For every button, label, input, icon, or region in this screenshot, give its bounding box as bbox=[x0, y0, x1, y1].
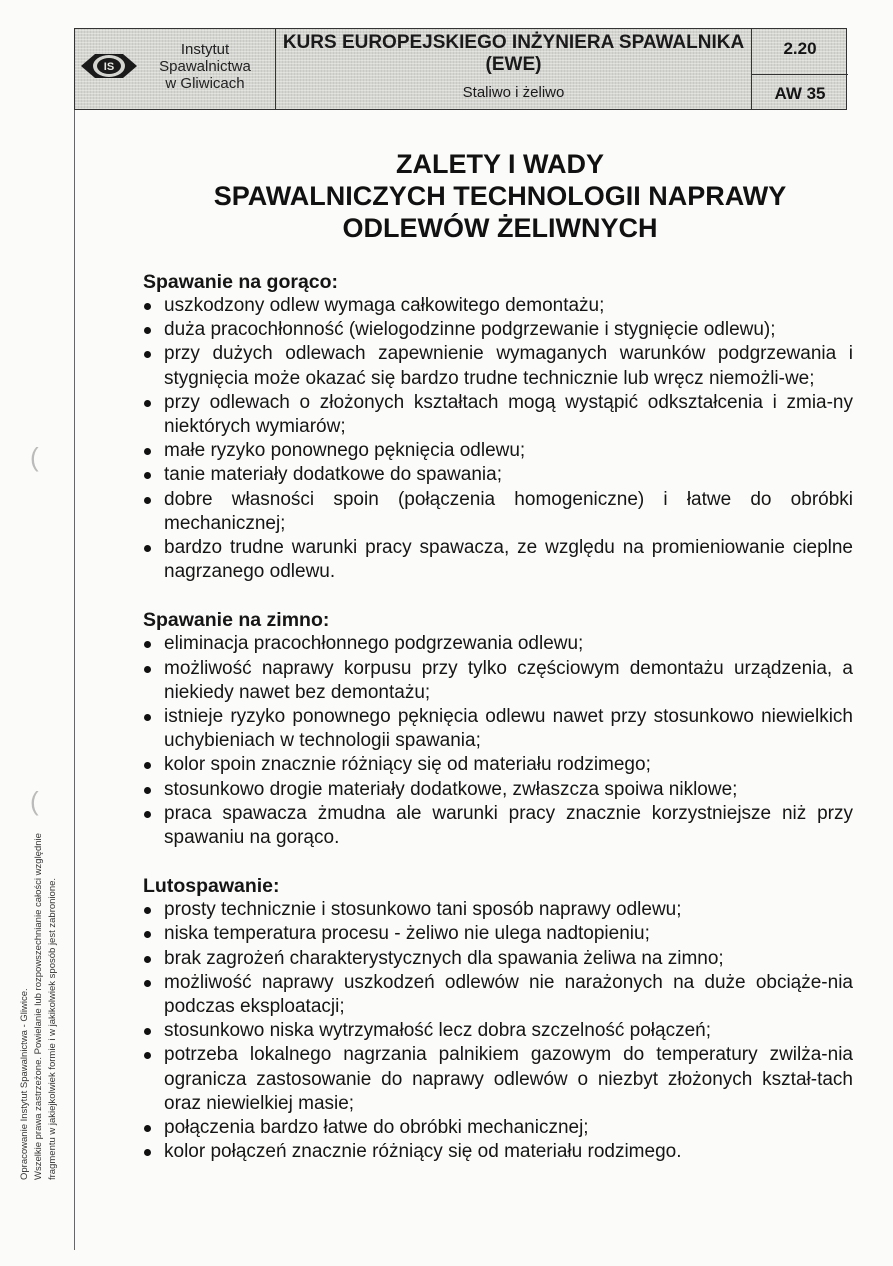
section-heading: Lutospawanie: bbox=[143, 875, 280, 898]
list-item: stosunkowo drogie materiały dodatkowe, zwłaszcza spoiwa niklowe; bbox=[143, 778, 853, 802]
list-item: połączenia bardzo łatwe do obróbki mechanicznej; bbox=[143, 1116, 853, 1140]
course-title-line2: (EWE) bbox=[485, 54, 542, 75]
code-cell bbox=[751, 29, 848, 109]
list-item: dobre własności spoin (połączenia homogeniczne) i łatwe do obróbki mechanicznej; bbox=[143, 488, 853, 536]
bullet-list bbox=[143, 898, 853, 1164]
document-body bbox=[143, 270, 853, 1189]
page-title bbox=[130, 148, 870, 244]
course-title-line1: KURS EUROPEJSKIEGO INŻYNIERA SPAWALNIKA bbox=[282, 32, 745, 53]
list-item: małe ryzyko ponownego pęknięcia odlewu; bbox=[143, 439, 853, 463]
section-heading: Spawanie na zimno: bbox=[143, 609, 330, 632]
section-number: 2.20 bbox=[783, 39, 817, 58]
list-item: prosty technicznie i stosunkowo tani sposób naprawy odlewu; bbox=[143, 898, 853, 922]
section-hot-welding bbox=[143, 270, 853, 584]
page-left-rule bbox=[74, 110, 75, 1250]
institute-cell bbox=[75, 29, 275, 109]
list-item: stosunkowo niska wytrzymałość lecz dobra szczelność połączeń; bbox=[143, 1019, 853, 1043]
copyright-line2: Wszelkie prawa zastrzeżone. Powielanie lub rozpowszechnianie całości względnie bbox=[33, 833, 44, 1180]
section-cold-welding bbox=[143, 608, 853, 850]
list-item: kolor spoin znacznie różniący się od materiału rodzimego; bbox=[143, 753, 853, 777]
list-item: przy odlewach o złożonych kształtach mogą wystąpić odkształcenia i zmia-ny niektórych wymiarów; bbox=[143, 391, 853, 439]
page-title-line3: ODLEWÓW ŻELIWNYCH bbox=[342, 213, 658, 243]
section-heading: Spawanie na gorąco: bbox=[143, 271, 339, 293]
list-item: brak zagrożeń charakterystycznych dla spawania żeliwa na zimno; bbox=[143, 947, 853, 971]
list-item: istnieje ryzyko ponownego pęknięcia odlewu nawet przy stosunkowo niewielkich uchybieniach w technologii spawania; bbox=[143, 705, 853, 753]
bullet-list bbox=[143, 632, 853, 850]
copyright-margin-note bbox=[18, 833, 60, 1180]
page-title-line2: SPAWALNICZYCH TECHNOLOGII NAPRAWY bbox=[213, 181, 787, 211]
list-item: uszkodzony odlew wymaga całkowitego demontażu; bbox=[143, 294, 853, 318]
list-item: przy dużych odlewach zapewnienie wymaganych warunków podgrzewania i stygnięcia może okazać się bardzo trudne technicznie lub wręcz niemożli-we; bbox=[143, 342, 853, 390]
list-item: eliminacja pracochłonnego podgrzewania odlewu; bbox=[143, 632, 853, 656]
binding-mark: ( bbox=[30, 442, 39, 472]
list-item: potrzeba lokalnego nagrzania palnikiem gazowym do temperatury zwilża-nia ogranicza zastosowanie do naprawy odlewów o niezbyt złożonych kształ-tach oraz niewielkiej masie; bbox=[143, 1043, 853, 1116]
list-item: praca spawacza żmudna ale warunki pracy znacznie korzystniejsze niż przy spawaniu na gorąco. bbox=[143, 802, 853, 850]
course-subtitle: Staliwo i żeliwo bbox=[462, 84, 565, 101]
list-item: możliwość naprawy korpusu przy tylko częściowym demontażu urządzenia, a niekiedy nawet bez demontażu; bbox=[143, 657, 853, 705]
list-item: bardzo trudne warunki pracy spawacza, ze względu na promieniowanie cieplne nagrzanego odlewu. bbox=[143, 536, 853, 584]
list-item: kolor połączeń znacznie różniący się od materiału rodzimego. bbox=[143, 1140, 853, 1164]
institute-name-line3: w Gliwicach bbox=[165, 75, 245, 92]
course-cell bbox=[275, 29, 751, 109]
logo-text: IS bbox=[103, 61, 115, 73]
list-item: możliwość naprawy uszkodzeń odlewów nie narażonych na duże obciąże-nia podczas eksploatacji; bbox=[143, 971, 853, 1019]
institute-logo-icon bbox=[81, 49, 137, 83]
section-braze-welding bbox=[143, 874, 853, 1164]
institute-name-line1: Instytut bbox=[180, 41, 230, 58]
bullet-list bbox=[143, 294, 853, 584]
institute-name-line2: Spawalnictwa bbox=[159, 58, 251, 75]
list-item: duża pracochłonność (wielogodzinne podgrzewanie i stygnięcie odlewu); bbox=[143, 318, 853, 342]
list-item: niska temperatura procesu - żeliwo nie ulega nadtopieniu; bbox=[143, 922, 853, 946]
copyright-line1: Opracowanie Instytut Spawalnictwa - Gliwice. bbox=[19, 988, 30, 1180]
list-item: tanie materiały dodatkowe do spawania; bbox=[143, 463, 853, 487]
binding-mark: ( bbox=[30, 786, 39, 816]
code-divider bbox=[752, 74, 848, 75]
sheet-code: AW 35 bbox=[774, 84, 826, 103]
copyright-line3: fragmentu w jakiejkolwiek formie i w jakikolwiek sposób jest zabronione. bbox=[47, 877, 58, 1180]
page-title-line1: ZALETY I WADY bbox=[395, 149, 604, 179]
document-header bbox=[74, 28, 847, 110]
